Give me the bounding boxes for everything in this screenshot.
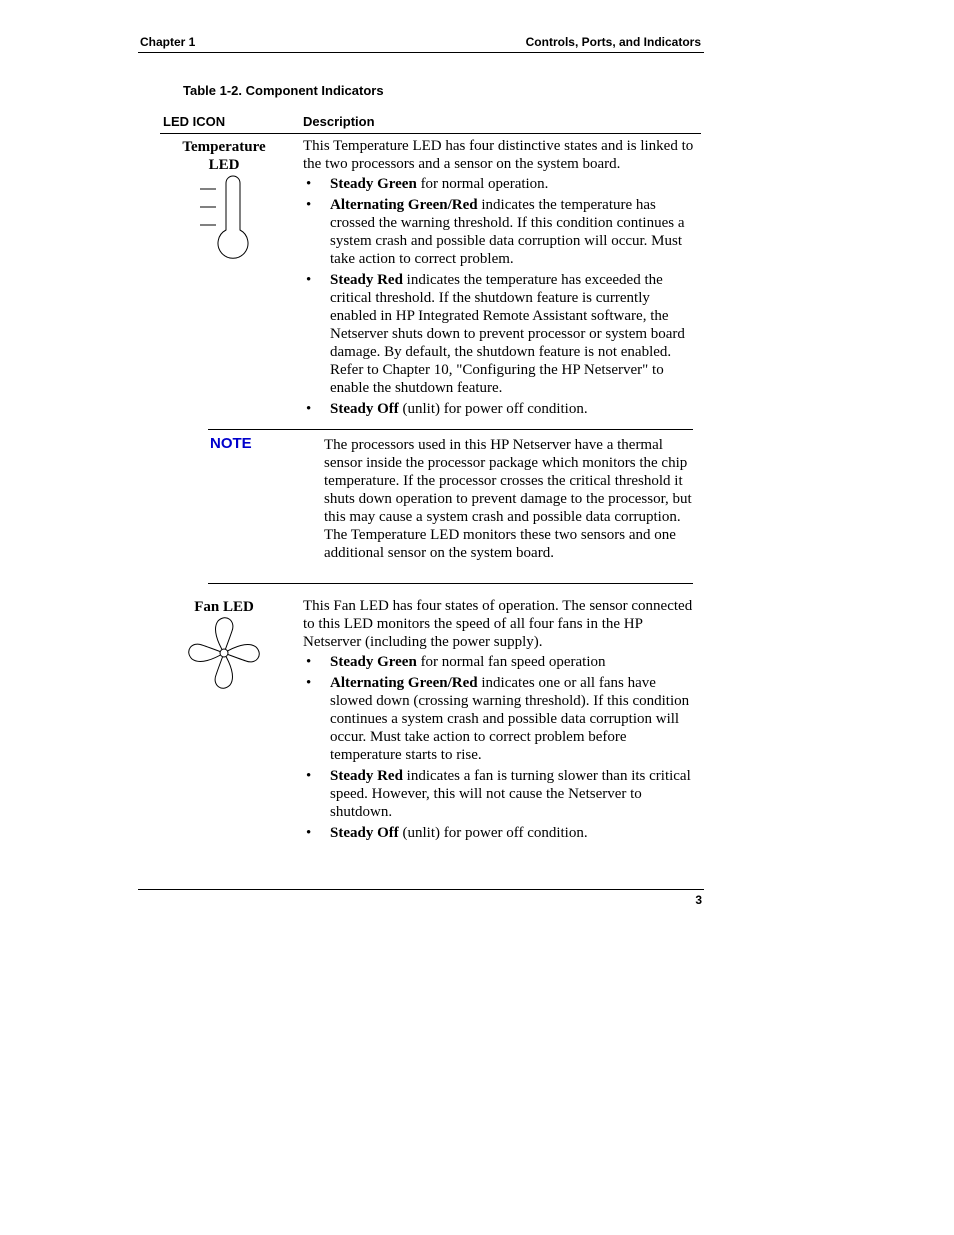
table-header-rule	[160, 133, 701, 134]
fan-led-intro: This Fan LED has four states of operation. The sensor connected to this LED monitors the speed of all four fans in the HP Netserver (including the power supply).	[303, 598, 693, 650]
page-number: 3	[695, 893, 702, 907]
note-text: The processors used in this HP Netserver have a thermal sensor inside the processor package which monitors the chip temperature. If the processor crosses the critical threshold it shuts down operation to prevent damage to the processor, but this may cause a system crash and possible data corruption. The Temperature LED monitors these two sensors and one additional sensor on the system board.	[324, 437, 692, 561]
footer-rule	[138, 889, 704, 890]
list-item: • Steady Red indicates a fan is turning slower than its critical speed. However, this will not cause the Netserver to shutdown.	[303, 767, 698, 821]
header-section-title: Controls, Ports, and Indicators	[525, 35, 701, 49]
thermometer-icon	[196, 175, 252, 261]
column-header-led-icon: LED ICON	[163, 114, 226, 129]
list-item: • Alternating Green/Red indicates the temperature has crossed the warning threshold. If this condition continues a system crash and possible data corruption will occur. Must take action to correct problem.	[303, 196, 698, 268]
note-top-rule	[208, 429, 693, 430]
header-chapter: Chapter 1	[140, 35, 196, 49]
header-rule	[138, 52, 704, 53]
fan-led-label: Fan LED	[194, 599, 254, 615]
list-item: • Steady Green for normal operation.	[303, 175, 698, 193]
list-item: • Steady Off (unlit) for power off condition.	[303, 824, 698, 842]
column-header-description: Description	[303, 114, 375, 129]
temperature-led-intro: This Temperature LED has four distinctive states and is linked to the two processors and a sensor on the system board.	[303, 138, 694, 172]
note-bottom-rule	[208, 583, 693, 584]
note-label: NOTE	[210, 435, 252, 452]
table-caption: Table 1-2. Component Indicators	[183, 83, 384, 98]
temperature-led-label: Temperature LED	[182, 139, 266, 173]
list-item: • Steady Green for normal fan speed operation	[303, 653, 698, 671]
list-item: • Steady Off (unlit) for power off condition.	[303, 400, 698, 418]
list-item: • Steady Red indicates the temperature has exceeded the critical threshold. If the shutdown feature is currently enabled in HP Integrated Remote Assistant software, the Netserver shuts down to prevent processor or system board damage. By default, the shutdown feature is not enabled. Refer to Chapter 10, "Configuring the HP Netserver" to enable the shutdown feature.	[303, 271, 698, 397]
temperature-led-state-list	[303, 175, 698, 421]
fan-icon	[188, 617, 260, 689]
list-item: • Alternating Green/Red indicates one or all fans have slowed down (crossing warning threshold). If this condition continues a system crash and possible data corruption will occur. Must take action to correct problem before temperature starts to rise.	[303, 674, 698, 764]
fan-led-state-list	[303, 653, 698, 845]
